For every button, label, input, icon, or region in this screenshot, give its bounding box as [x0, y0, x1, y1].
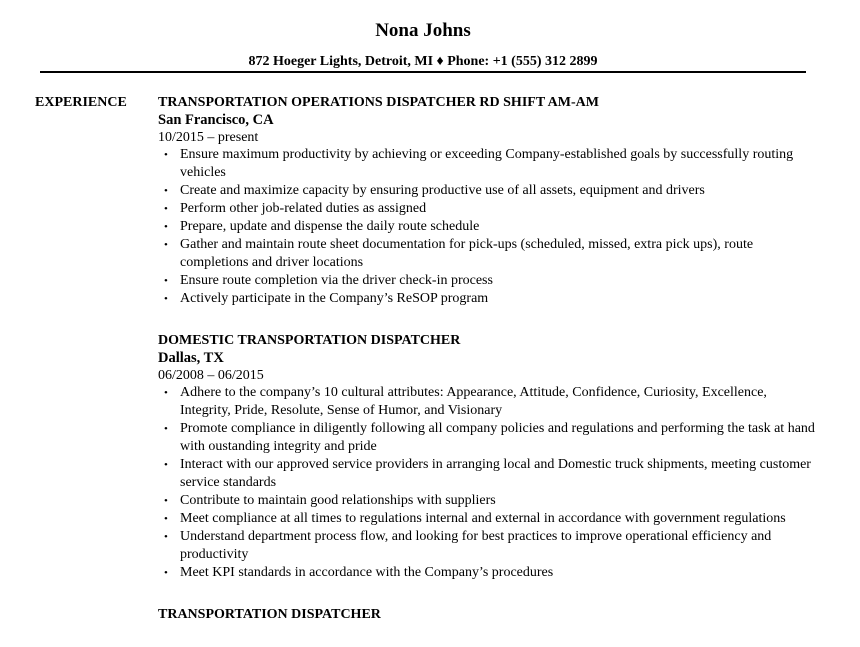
bullet-item [158, 492, 818, 510]
experience-list [158, 94, 818, 647]
contact-line: 872 Hoeger Lights, Detroit, MI ♦ Phone: +1 (555) 312 2899 [248, 54, 598, 69]
bullet-icon: • [164, 149, 168, 161]
job-title: DOMESTIC TRANSPORTATION DISPATCHER [158, 333, 461, 348]
header-divider [40, 71, 806, 73]
resume-name: Nona Johns [375, 20, 471, 41]
bullet-text: Promote compliance in diligently following all company policies and regulations and performing the task at hand with oustanding integrity and pride [180, 421, 815, 454]
bullet-item [158, 528, 818, 564]
bullet-item [158, 236, 818, 272]
bullet-item [158, 290, 818, 308]
job-title: TRANSPORTATION DISPATCHER [158, 607, 381, 622]
bullet-text: Ensure route completion via the driver check-in process [180, 273, 493, 288]
job-location: Dallas, TX [158, 350, 224, 366]
bullet-text: Ensure maximum productivity by achieving or exceeding Company-established goals by successfully routing vehicles [180, 147, 794, 180]
bullet-text: Gather and maintain route sheet documentation for pick-ups (scheduled, missed, extra pick ups), route completions and driver locations [180, 237, 754, 270]
bullet-item [158, 420, 818, 456]
bullet-item [158, 510, 818, 528]
bullet-icon: • [164, 293, 168, 305]
bullet-text: Contribute to maintain good relationships with suppliers [180, 493, 496, 508]
bullet-icon: • [164, 185, 168, 197]
bullet-icon: • [164, 567, 168, 579]
bullet-text: Meet compliance at all times to regulations internal and external in accordance with government regulations [180, 511, 786, 526]
bullet-text: Prepare, update and dispense the daily route schedule [180, 219, 480, 234]
job-entry [158, 332, 818, 582]
bullet-icon: • [164, 387, 168, 399]
bullet-text: Adhere to the company’s 10 cultural attributes: Appearance, Attitude, Confidence, Curiosity, Excellence, Integrity, Pride, Resolute, Sense of Humor, and Visionary [180, 385, 767, 418]
job-location: San Francisco, CA [158, 112, 274, 128]
bullet-item [158, 200, 818, 218]
job-bullets [158, 146, 818, 308]
bullet-item [158, 218, 818, 236]
bullet-icon: • [164, 513, 168, 525]
bullet-item [158, 384, 818, 420]
bullet-icon: • [164, 423, 168, 435]
bullet-text: Actively participate in the Company’s ReSOP program [180, 291, 489, 306]
bullet-item [158, 272, 818, 290]
bullet-item [158, 456, 818, 492]
bullet-icon: • [164, 495, 168, 507]
job-entry [158, 94, 818, 308]
job-title: TRANSPORTATION OPERATIONS DISPATCHER RD SHIFT AM-AM [158, 95, 599, 110]
section-label-experience: EXPERIENCE [35, 95, 127, 110]
bullet-icon: • [164, 459, 168, 471]
bullet-text: Perform other job-related duties as assigned [180, 201, 427, 216]
bullet-item [158, 182, 818, 200]
bullet-item [158, 146, 818, 182]
bullet-icon: • [164, 275, 168, 287]
bullet-text: Interact with our approved service providers in arranging local and Domestic truck shipments, meeting customer service standards [180, 457, 811, 490]
bullet-item [158, 564, 818, 582]
bullet-icon: • [164, 203, 168, 215]
bullet-icon: • [164, 239, 168, 251]
bullet-icon: • [164, 531, 168, 543]
bullet-text: Meet KPI standards in accordance with the Company’s procedures [180, 565, 554, 580]
bullet-icon: • [164, 221, 168, 233]
bullet-text: Understand department process flow, and looking for best practices to improve operational efficiency and productivity [180, 529, 772, 562]
job-dates: 10/2015 – present [158, 130, 259, 145]
job-bullets [158, 384, 818, 582]
job-entry [158, 606, 818, 623]
bullet-text: Create and maximize capacity by ensuring productive use of all assets, equipment and drivers [180, 183, 705, 198]
job-dates: 06/2008 – 06/2015 [158, 368, 264, 383]
